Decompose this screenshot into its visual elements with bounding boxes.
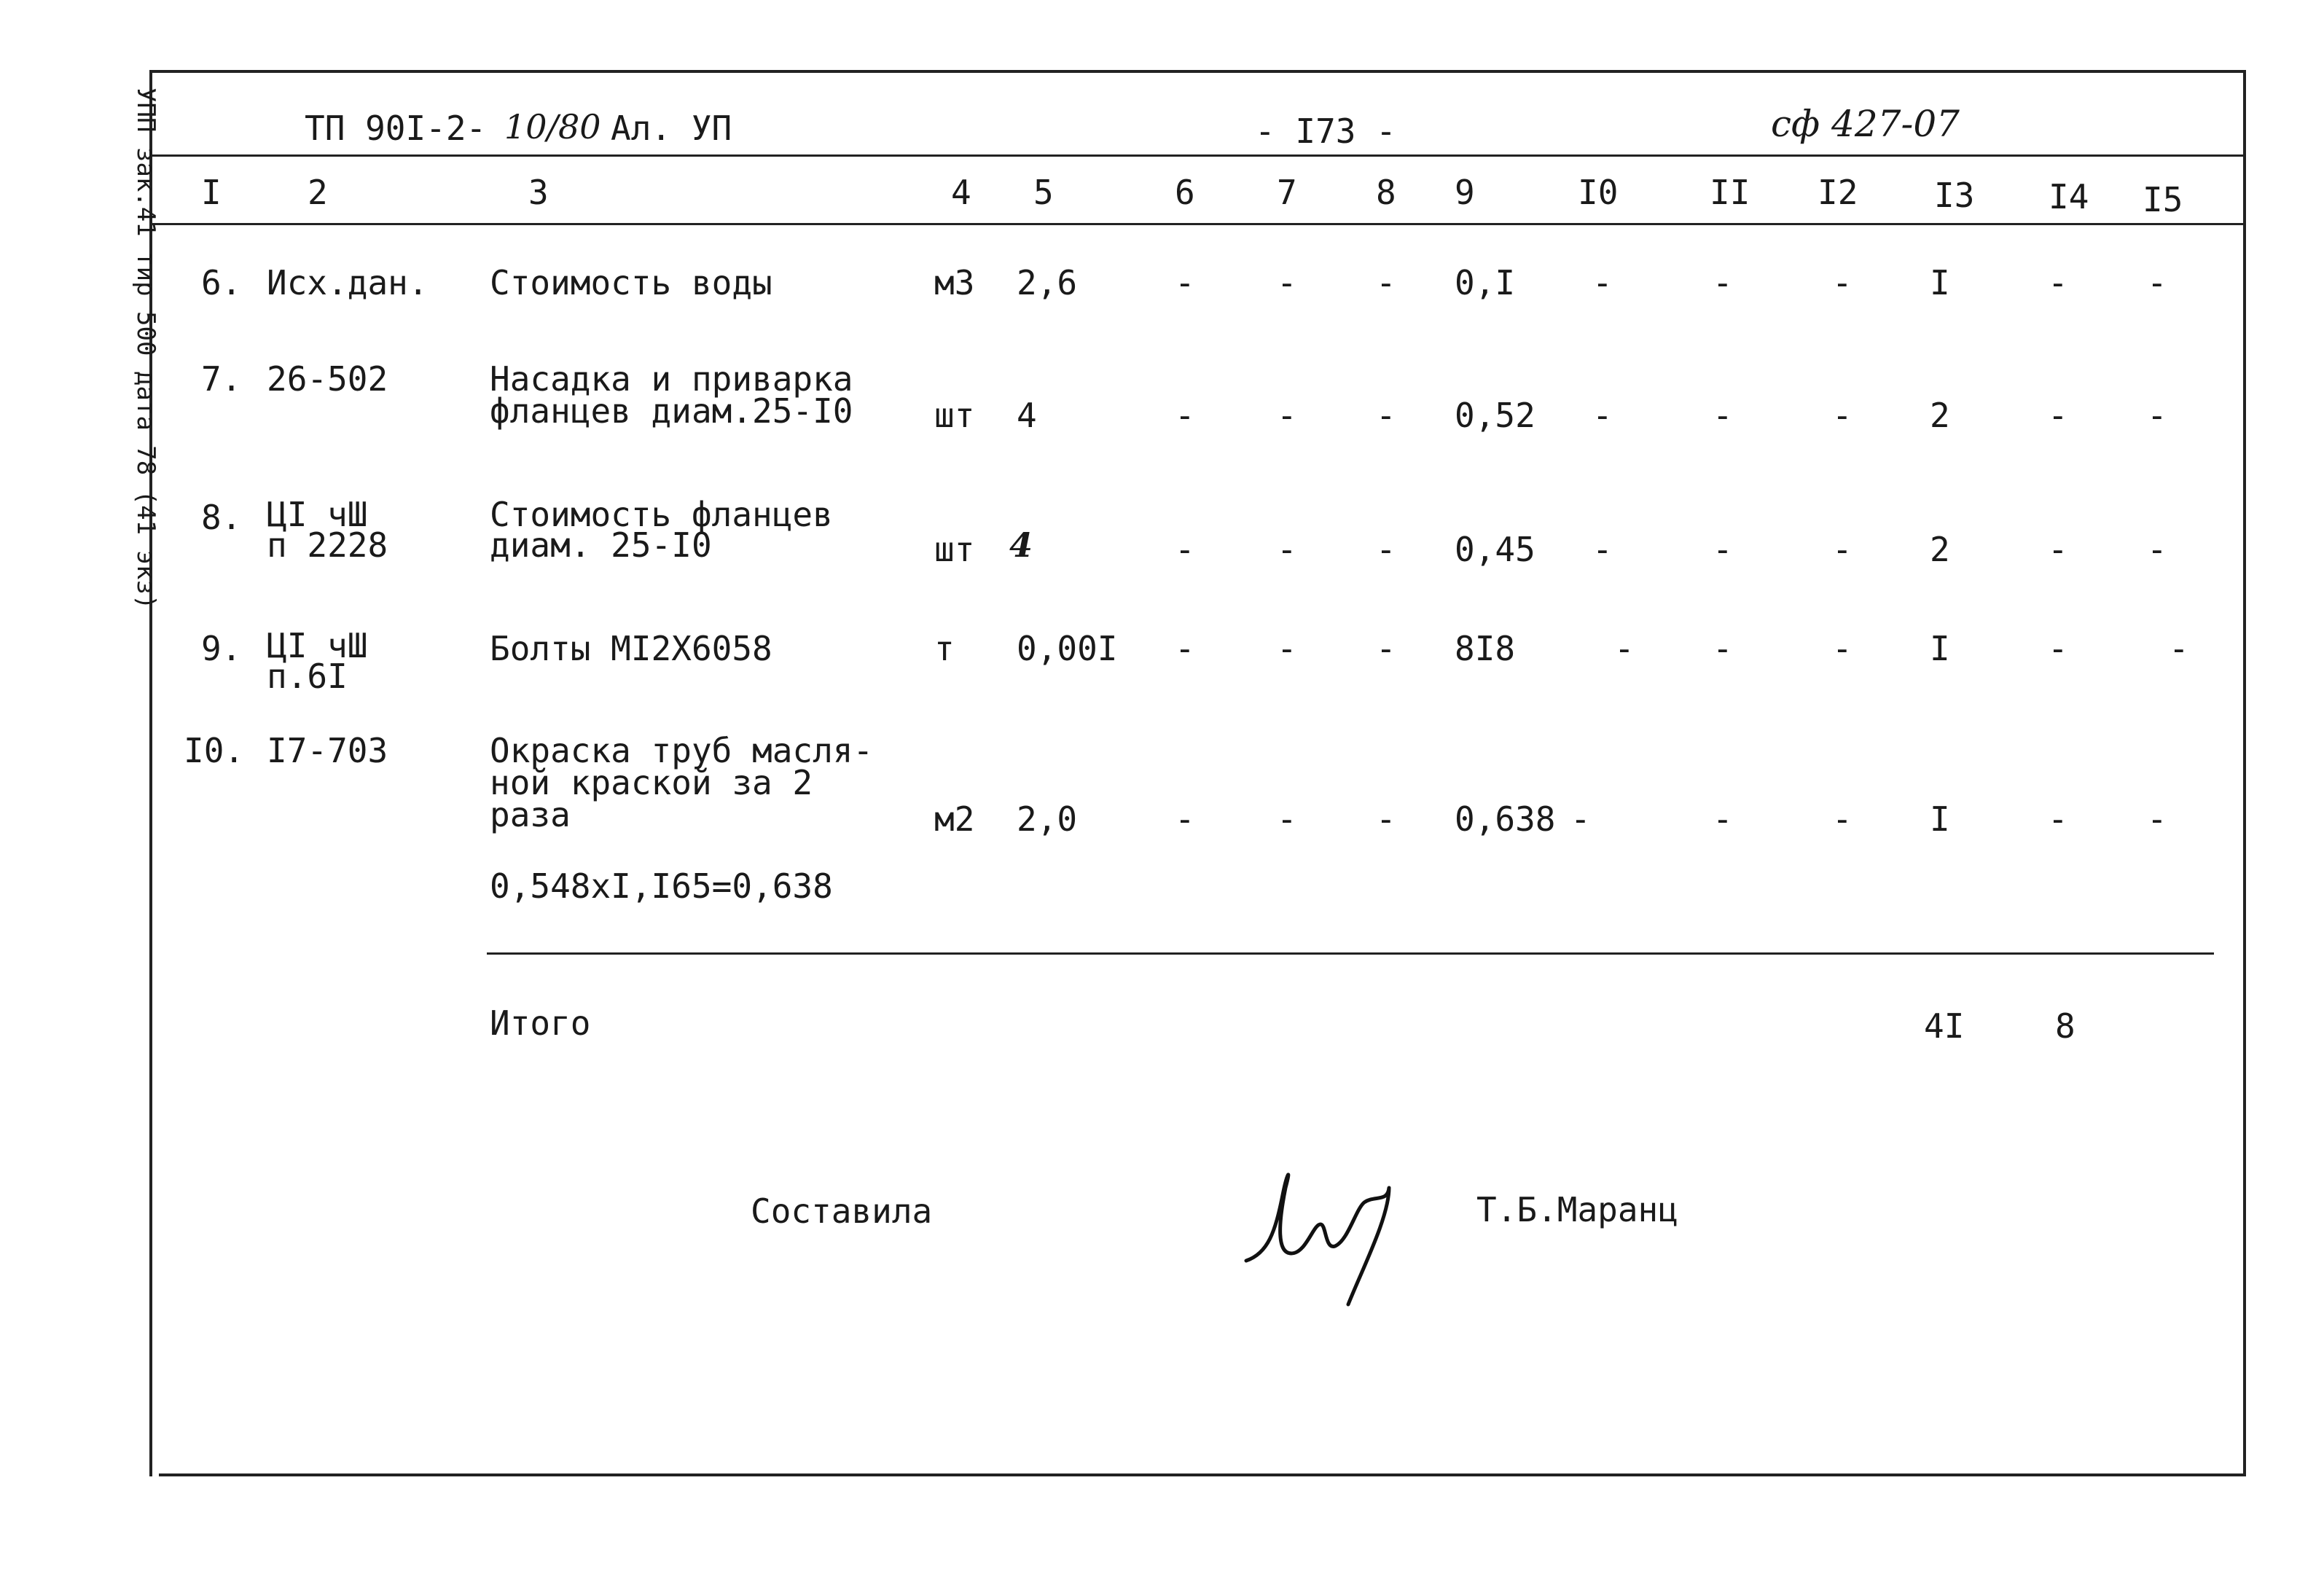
row-quantity: 2,6: [1017, 263, 1078, 302]
row-basis: I7-703: [267, 731, 388, 770]
row-col12: -: [1832, 629, 1852, 668]
column-header: 5: [1033, 173, 1054, 212]
row-col12: -: [1832, 530, 1852, 569]
row-col10: -: [1592, 530, 1613, 569]
row-basis-line: п.6I: [267, 657, 348, 696]
total-label: Итого: [490, 1003, 591, 1043]
row-unit: м3: [934, 263, 975, 302]
row-col12: -: [1832, 396, 1852, 435]
column-header: I5: [2143, 180, 2183, 219]
column-header: I: [201, 173, 222, 212]
row-quantity: 0,00I: [1017, 629, 1118, 668]
row-col15: -: [2147, 799, 2167, 839]
row-col11: -: [1713, 396, 1733, 435]
row-basis-line: ЦI чШ: [267, 495, 368, 534]
total-divider: [487, 952, 2214, 955]
row-col13: 2: [1930, 396, 1950, 435]
column-header: I4: [2049, 177, 2089, 216]
row-basis: Исх.дан.: [267, 263, 429, 302]
frame-right-border: [2243, 70, 2246, 1476]
margin-stamp: УПП зак.41 тир 500 дата 78 (41 экз): [131, 87, 160, 610]
row-formula: 0,548хI,I65=0,638: [490, 866, 833, 906]
row-col11: -: [1713, 530, 1733, 569]
row-name-line: Насадка и приварка: [490, 359, 853, 399]
row-col15: -: [2169, 629, 2189, 668]
row-col6: -: [1175, 396, 1195, 435]
row-col14: -: [2048, 629, 2068, 668]
row-col13: I: [1930, 629, 1950, 668]
row-name-line: раза: [490, 795, 571, 834]
row-col7: -: [1277, 799, 1297, 839]
row-col7: -: [1277, 263, 1297, 302]
row-col9: 0,638: [1455, 799, 1556, 839]
column-header: 8: [1376, 173, 1396, 212]
row-col6: -: [1175, 530, 1195, 569]
row-col6: -: [1175, 799, 1195, 839]
row-number: 8.: [201, 498, 242, 537]
column-header: I3: [1934, 176, 1975, 215]
column-header: II: [1710, 173, 1750, 212]
row-number: 7.: [201, 359, 242, 399]
row-col6: -: [1175, 629, 1195, 668]
row-basis-line: п 2228: [267, 525, 388, 565]
row-col15: -: [2147, 530, 2167, 569]
column-header: I0: [1578, 173, 1619, 212]
row-col12: -: [1832, 263, 1852, 302]
document-code-handwritten: 10/80: [504, 107, 601, 146]
row-col11: -: [1713, 263, 1733, 302]
author-name: Т.Б.Маранц: [1476, 1190, 1678, 1229]
row-col8: -: [1376, 396, 1396, 435]
row-col8: -: [1376, 629, 1396, 668]
column-header: 2: [308, 173, 328, 212]
signature: [1239, 1144, 1428, 1312]
column-header: I2: [1818, 173, 1858, 212]
row-col8: -: [1376, 530, 1396, 569]
row-col8: -: [1376, 263, 1396, 302]
column-header: 4: [951, 173, 971, 212]
row-name-line: фланцев диам.25-I0: [490, 391, 853, 431]
row-col7: -: [1277, 629, 1297, 668]
row-col15: -: [2147, 263, 2167, 302]
row-name: Болты МI2Х6058: [490, 629, 772, 668]
document-code-prefix: ТП 90I-2-: [305, 109, 487, 148]
row-basis: 26-502: [267, 359, 388, 399]
column-header-divider: [149, 223, 2245, 225]
document-code-suffix: Ал. УП: [611, 109, 732, 148]
row-name-line: Стоимость фланцев: [490, 495, 833, 534]
row-col14: -: [2048, 396, 2068, 435]
row-unit: шт: [934, 530, 975, 569]
row-col7: -: [1277, 396, 1297, 435]
row-unit: м2: [934, 799, 975, 839]
row-col9: 0,52: [1455, 396, 1535, 435]
column-header: 9: [1455, 173, 1475, 212]
row-col15: -: [2147, 396, 2167, 435]
row-col10: -: [1570, 799, 1591, 839]
row-number: I0.: [184, 731, 245, 770]
total-col14: 8: [2055, 1006, 2075, 1046]
header-divider: [149, 154, 2245, 157]
row-name-line: Окраска труб масля-: [490, 731, 874, 770]
row-col14: -: [2048, 263, 2068, 302]
page-number: - I73 -: [1255, 111, 1396, 151]
row-col6: -: [1175, 263, 1195, 302]
row-col13: I: [1930, 799, 1950, 839]
column-header: 7: [1277, 173, 1297, 212]
row-col11: -: [1713, 799, 1733, 839]
row-col9: 0,45: [1455, 530, 1535, 569]
row-col10: -: [1614, 629, 1635, 668]
compiled-by-label: Составила: [751, 1191, 933, 1231]
frame-top-border: [149, 70, 2245, 73]
row-quantity: 4: [1009, 525, 1033, 565]
row-col9: 8I8: [1455, 629, 1516, 668]
row-number: 6.: [201, 263, 242, 302]
row-col13: 2: [1930, 530, 1950, 569]
total-col13: 4I: [1924, 1006, 1965, 1046]
row-col14: -: [2048, 799, 2068, 839]
row-col10: -: [1592, 396, 1613, 435]
row-number: 9.: [201, 629, 242, 668]
row-quantity: 2,0: [1017, 799, 1078, 839]
row-col9: 0,I: [1455, 263, 1516, 302]
row-name: Стоимость воды: [490, 263, 772, 302]
row-name-line: ной краской за 2: [490, 763, 813, 802]
row-col12: -: [1832, 799, 1852, 839]
frame-bottom-border: [159, 1473, 2246, 1476]
row-col10: -: [1592, 263, 1613, 302]
row-unit: т: [934, 629, 955, 668]
row-col14: -: [2048, 530, 2068, 569]
sheet-reference: сф 427-07: [1771, 103, 1960, 145]
row-basis-line: ЦI чШ: [267, 626, 368, 665]
row-col13: I: [1930, 263, 1950, 302]
row-col11: -: [1713, 629, 1733, 668]
row-col8: -: [1376, 799, 1396, 839]
row-name-line: диам. 25-I0: [490, 525, 712, 565]
row-col7: -: [1277, 530, 1297, 569]
column-header: 3: [528, 173, 549, 212]
row-unit: шт: [934, 396, 975, 435]
column-header: 6: [1175, 173, 1195, 212]
row-quantity: 4: [1017, 396, 1037, 435]
